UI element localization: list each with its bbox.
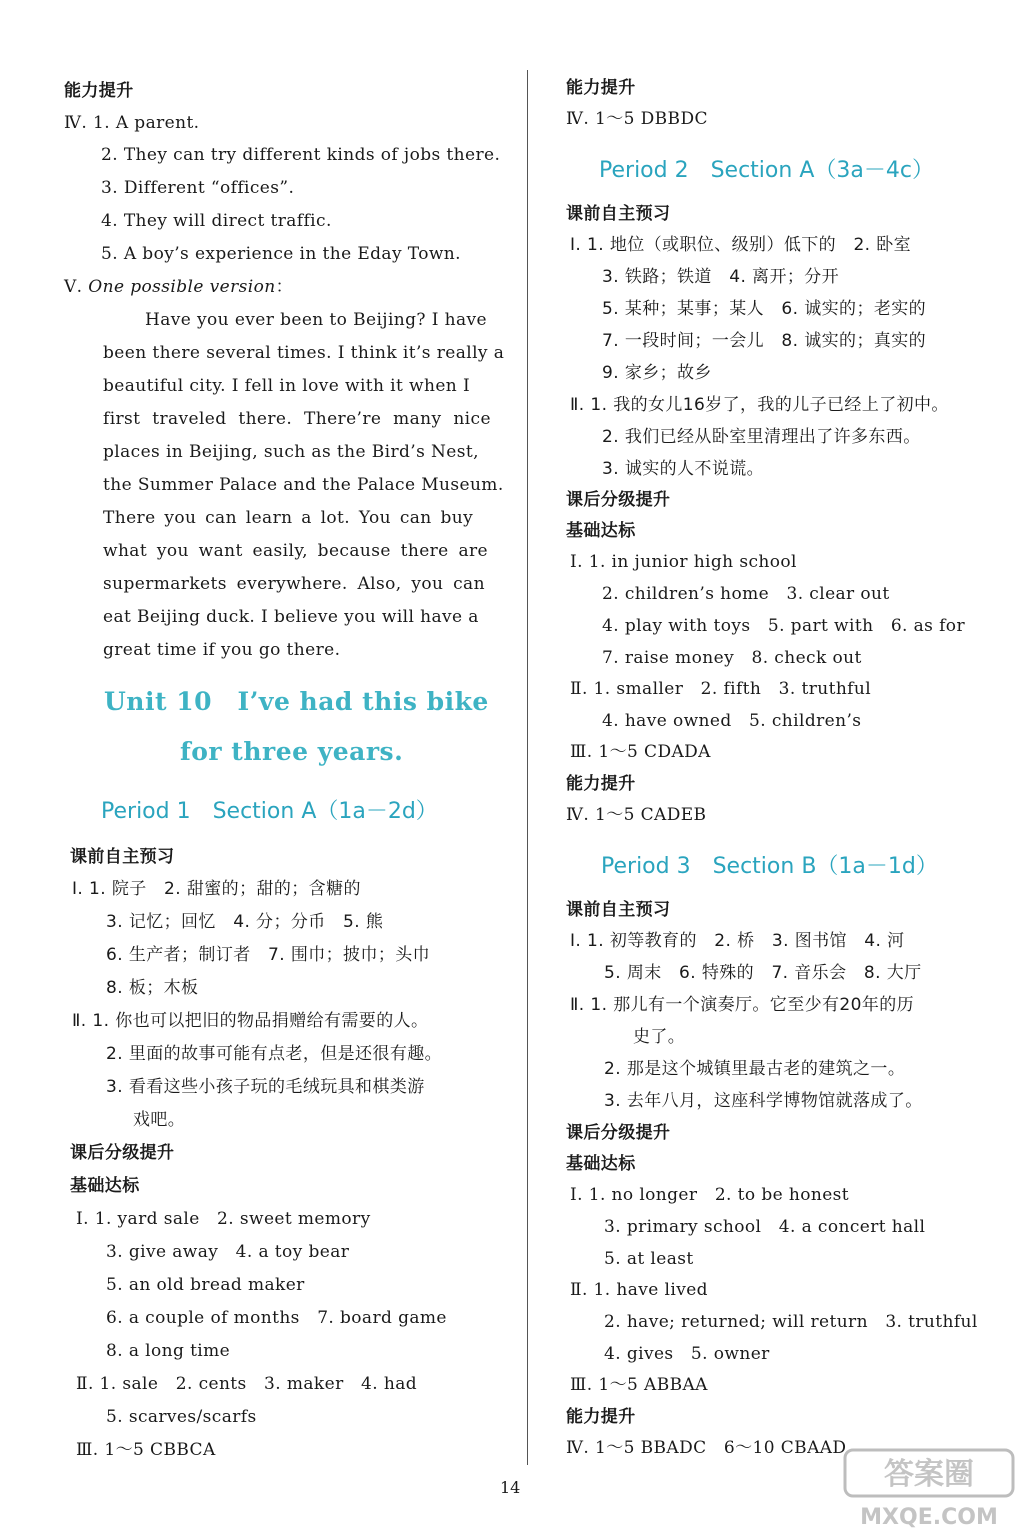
heading-basic: 基础达标 — [566, 1154, 636, 1174]
watermark-url: MXQE.COM — [860, 1505, 998, 1530]
heading-ability: 能力提升 — [566, 1407, 636, 1427]
essay-line: first traveled there. There’re many nice — [103, 409, 491, 429]
watermark-text: 答案圈 — [884, 1457, 974, 1492]
heading-basic: 基础达标 — [566, 521, 636, 541]
answer-line: 史了。 — [633, 1027, 686, 1047]
answer-line: 8. 板；木板 — [106, 978, 199, 998]
answer-line: Ⅰ. 1. yard sale 2. sweet memory — [76, 1209, 371, 1229]
answer-line: 4. have owned 5. children’s — [602, 711, 862, 731]
heading-ability: 能力提升 — [566, 78, 636, 98]
heading-after-class: 课后分级提升 — [566, 1123, 671, 1143]
answer-line: Ⅰ. 1. in junior high school — [570, 552, 797, 572]
answer-line: 2. 那是这个城镇里最古老的建筑之一。 — [604, 1059, 906, 1079]
answer-line: 3. 记忆；回忆 4. 分；分币 5. 熊 — [106, 912, 384, 932]
answer-line: 3. give away 4. a toy bear — [106, 1242, 350, 1262]
essay-line: There you can learn a lot. You can buy — [103, 508, 474, 528]
essay-line: what you want easily, because there are — [103, 541, 488, 561]
unit-title: Unit 10 I’ve had this bike — [104, 687, 489, 716]
answer-line: 4. gives 5. owner — [604, 1344, 770, 1364]
answer-line: 7. 一段时间；一会儿 8. 诚实的；真实的 — [602, 331, 927, 351]
heading-ability: 能力提升 — [64, 81, 134, 101]
answer-line: Ⅱ. 1. 你也可以把旧的物品捐赠给有需要的人。 — [72, 1011, 429, 1031]
period-title: Period 3 Section B（1a－1d） — [601, 854, 938, 879]
answer-line: Ⅱ. 1. smaller 2. fifth 3. truthful — [570, 679, 872, 699]
answer-line: 5. scarves/scarfs — [106, 1407, 257, 1427]
answer-line: 7. raise money 8. check out — [602, 648, 862, 668]
essay-line: been there several times. I think it’s really a — [103, 343, 505, 363]
heading-preview: 课前自主预习 — [70, 847, 175, 867]
heading-basic: 基础达标 — [70, 1176, 140, 1196]
answer-line: Ⅲ. 1～5 CDADA — [570, 742, 711, 762]
answer-line: 5. an old bread maker — [106, 1275, 305, 1295]
answer-line: Ⅱ. 1. sale 2. cents 3. maker 4. had — [76, 1374, 418, 1394]
essay-label: Ⅴ. One possible version： — [64, 277, 293, 297]
answer-line: Ⅰ. 1. 初等教育的 2. 桥 3. 图书馆 4. 河 — [570, 931, 905, 951]
watermark-logo — [837, 1446, 1019, 1532]
answer-line: 5. at least — [604, 1249, 694, 1269]
answer-line: 6. a couple of months 7. board game — [106, 1308, 447, 1328]
essay-line: great time if you go there. — [103, 640, 341, 660]
answer-line: Ⅳ. 1～5 CADEB — [566, 805, 707, 825]
answer-line: Ⅳ. 1. A parent. — [64, 113, 200, 133]
answer-line: Ⅱ. 1. 那儿有一个演奏厅。它至少有20年的历 — [570, 995, 915, 1015]
answer-line: 9. 家乡；故乡 — [602, 363, 712, 383]
answer-line: 2. 我们已经从卧室里清理出了许多东西。 — [602, 427, 921, 447]
answer-line: 5. 某种；某事；某人 6. 诚实的；老实的 — [602, 299, 927, 319]
answer-line: 6. 生产者；制订者 7. 围巾；披巾；头巾 — [106, 945, 431, 965]
answer-line: 2. 里面的故事可能有点老，但是还很有趣。 — [106, 1044, 443, 1064]
answer-line: 8. a long time — [106, 1341, 231, 1361]
heading-ability: 能力提升 — [566, 774, 636, 794]
heading-preview: 课前自主预习 — [566, 900, 671, 920]
answer-line: 3. primary school 4. a concert hall — [604, 1217, 926, 1237]
answer-line: 3. 铁路；铁道 4. 离开；分开 — [602, 267, 840, 287]
essay-line: supermarkets everywhere. Also, you can — [103, 574, 485, 594]
answer-line: Ⅲ. 1～5 ABBAA — [570, 1375, 708, 1395]
heading-after-class: 课后分级提升 — [70, 1143, 175, 1163]
answer-line: 4. They will direct traffic. — [101, 211, 332, 231]
answer-line: 3. 诚实的人不说谎。 — [602, 459, 765, 479]
answer-line: Ⅱ. 1. have lived — [570, 1280, 708, 1300]
period-title: Period 1 Section A（1a－2d） — [101, 799, 438, 824]
unit-title-cont: for three years. — [180, 737, 404, 766]
answer-line: 3. 看看这些小孩子玩的毛绒玩具和棋类游 — [106, 1077, 425, 1097]
page-number: 14 — [500, 1478, 521, 1497]
answer-line: Ⅳ. 1～5 DBBDC — [566, 109, 708, 129]
answer-line: 2. children’s home 3. clear out — [602, 584, 890, 604]
answer-line: 3. Different “offices”. — [101, 178, 295, 198]
answer-line: Ⅳ. 1～5 BBADC 6～10 CBAAD — [566, 1438, 847, 1458]
essay-line: places in Beijing, such as the Bird’s Nest, — [103, 442, 479, 462]
answer-line: Ⅰ. 1. 地位（或职位、级别）低下的 2. 卧室 — [570, 235, 912, 255]
answer-line: 3. 去年八月，这座科学博物馆就落成了。 — [604, 1091, 923, 1111]
answer-line: 戏吧。 — [133, 1110, 186, 1130]
period-title: Period 2 Section A（3a－4c） — [599, 158, 934, 183]
answer-line: Ⅲ. 1～5 CBBCA — [76, 1440, 216, 1460]
answer-line: 5. 周末 6. 特殊的 7. 音乐会 8. 大厅 — [604, 963, 922, 983]
answer-line: 4. play with toys 5. part with 6. as for — [602, 616, 965, 636]
heading-after-class: 课后分级提升 — [566, 490, 671, 510]
heading-preview: 课前自主预习 — [566, 204, 671, 224]
answer-line: Ⅱ. 1. 我的女儿16岁了，我的儿子已经上了初中。 — [570, 395, 949, 415]
essay-line: Have you ever been to Beijing? I have — [145, 310, 488, 330]
essay-line: eat Beijing duck. I believe you will have a — [103, 607, 479, 627]
answer-line: 5. A boy’s experience in the Eday Town. — [101, 244, 461, 264]
essay-line: the Summer Palace and the Palace Museum. — [103, 475, 504, 495]
answer-line: Ⅰ. 1. no longer 2. to be honest — [570, 1185, 850, 1205]
answer-line: 2. have; returned; will return 3. truthful — [604, 1312, 978, 1332]
essay-line: beautiful city. I fell in love with it when I — [103, 376, 471, 396]
answer-line: 2. They can try different kinds of jobs there. — [101, 145, 501, 165]
column-divider — [527, 70, 528, 1465]
answer-line: Ⅰ. 1. 院子 2. 甜蜜的；甜的；含糖的 — [72, 879, 361, 899]
